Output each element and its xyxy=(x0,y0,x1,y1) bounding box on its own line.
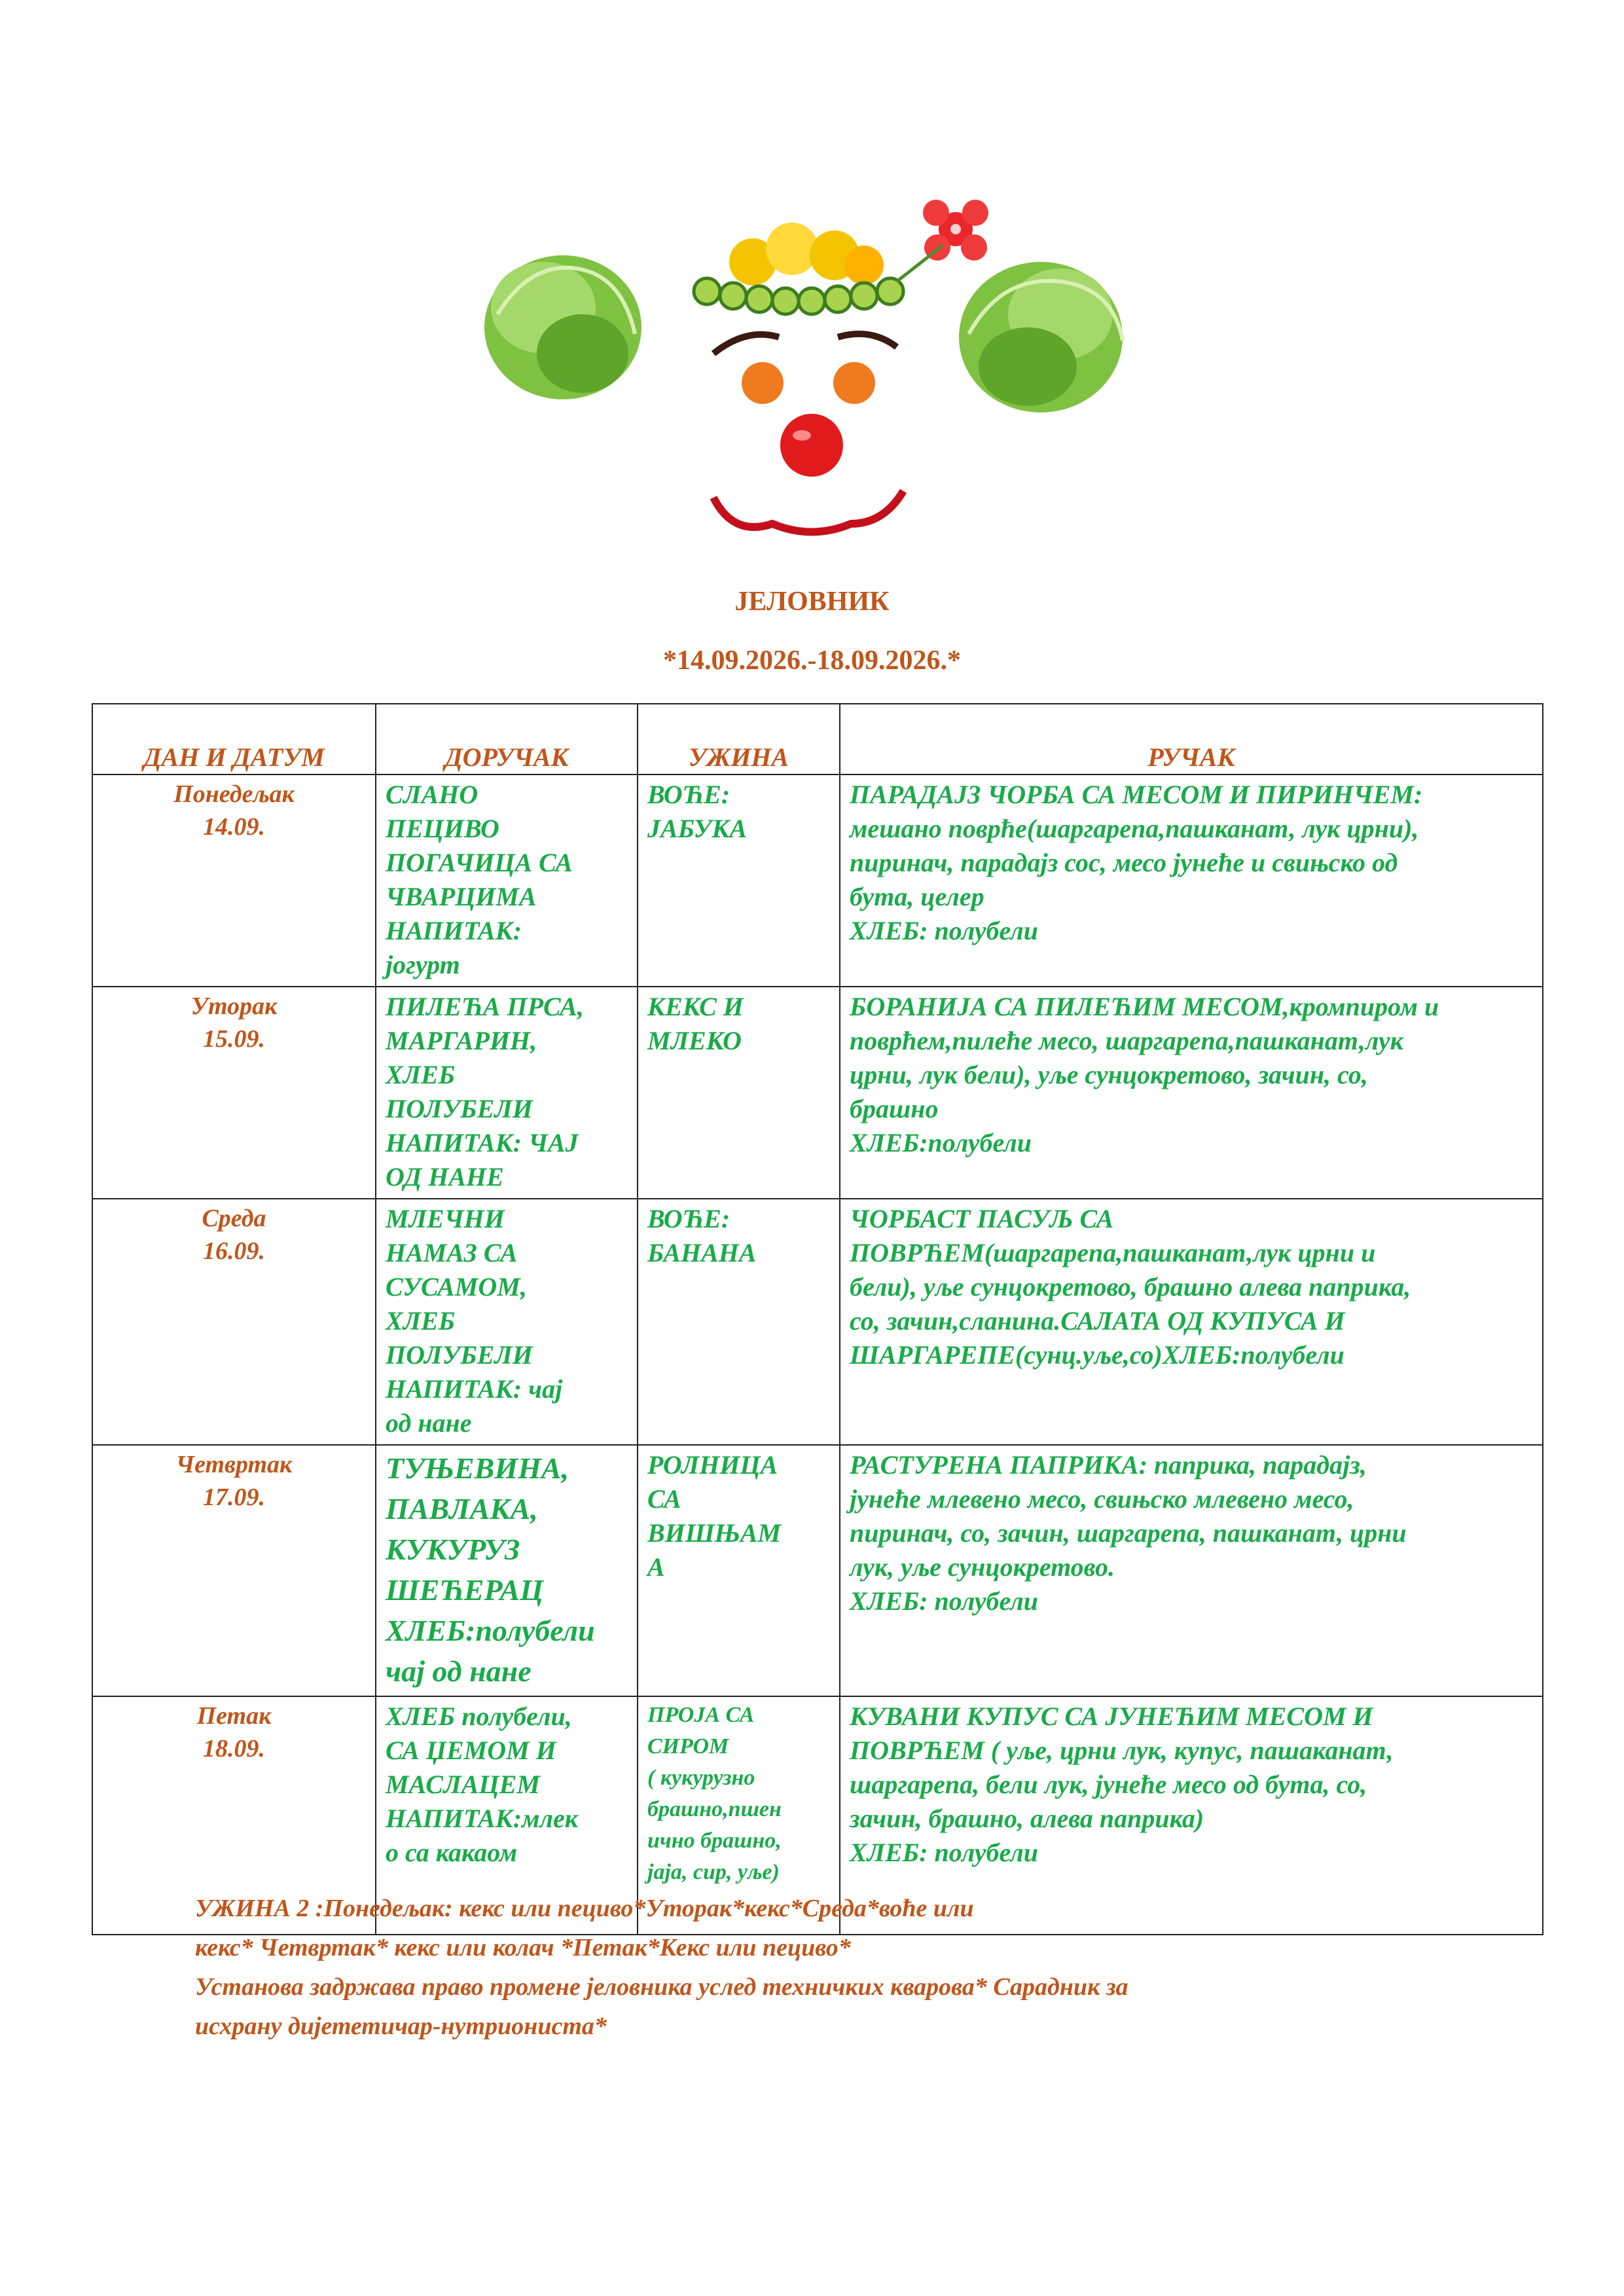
lunch-cell xyxy=(840,987,1543,1199)
page-title: ЈЕЛОВНИК xyxy=(734,587,890,617)
lettuce-left xyxy=(484,255,641,399)
eyebrow-right xyxy=(838,334,897,347)
lunch-line: црни, лук бели), уље сунцокретово, зачин, со, xyxy=(850,1060,1368,1089)
column-header-day: ДАН И ДАТУМ xyxy=(92,704,376,774)
snack-line: ПРОЈА СА xyxy=(647,1703,755,1727)
lunch-line: бели), уље сунцокретово, брашно алева паприка, xyxy=(850,1272,1411,1302)
lunch-line: со, зачин,сланина.САЛАТА ОД КУПУСА И xyxy=(850,1306,1345,1336)
breakfast-line: ПОЛУБЕЛИ xyxy=(386,1094,533,1123)
lunch-line: БОРАНИЈА СА ПИЛЕЋИМ МЕСОМ,кромпиром и xyxy=(850,992,1439,1021)
lunch-line: ХЛЕБ: полубели xyxy=(850,1838,1039,1867)
lettuce-right xyxy=(959,262,1123,412)
breakfast-line: КУКУРУЗ xyxy=(386,1533,520,1566)
day-name: Четвртак xyxy=(175,1451,293,1478)
breakfast-cell xyxy=(376,1199,638,1445)
snack-line: брашно,пшен xyxy=(647,1797,782,1821)
day-name: Понедељак xyxy=(173,780,295,808)
table-row xyxy=(92,774,1543,987)
lunch-line: јунеће млевено месо, свињско млевено месо, xyxy=(850,1484,1354,1514)
snack-cell xyxy=(638,774,840,987)
lunch-line: поврћем,пилеће месо, шаргарепа,пашканат,лук xyxy=(850,1026,1403,1055)
day-date: 17.09. xyxy=(203,1484,265,1511)
column-header-breakfast: ДОРУЧАК xyxy=(376,704,638,774)
lunch-line: ПАРАДАЈЗ ЧОРБА СА МЕСОМ И ПИРИНЧЕМ: xyxy=(850,780,1423,809)
breakfast-line: НАПИТАК: xyxy=(386,916,522,945)
lunch-line: РАСТУРЕНА ПАПРИКА: паприка, парадајз, xyxy=(850,1450,1367,1480)
breakfast-line: чај од нане xyxy=(386,1654,532,1688)
snack-line: КЕКС И xyxy=(647,992,744,1021)
breakfast-line: НАПИТАК:млек xyxy=(386,1804,579,1833)
carrot-eye-right xyxy=(833,362,875,404)
lunch-line: КУВАНИ КУПУС СА ЈУНЕЋИМ МЕСОМ И xyxy=(850,1702,1373,1731)
breakfast-line: ШЕЋЕРАЦ xyxy=(386,1573,543,1607)
footer-line: УЖИНА 2 :Понедељак: кекс или пециво*Уторак*кекс*Среда*воће или xyxy=(195,1895,974,1922)
menu-table xyxy=(92,703,1543,1935)
breakfast-line: НАМАЗ СА xyxy=(386,1238,518,1267)
snack-line: ВОЋЕ: xyxy=(647,780,731,809)
snack-cell xyxy=(638,987,840,1199)
snack-line: ( кукурузно xyxy=(647,1766,755,1790)
day-date: 15.09. xyxy=(203,1025,265,1053)
cucumber-brim xyxy=(694,278,903,314)
breakfast-line: НАПИТАК: чај xyxy=(386,1374,563,1404)
footer-notes xyxy=(195,1889,1439,2046)
column-header-snack: УЖИНА xyxy=(638,704,840,774)
table-header-row xyxy=(92,704,1543,774)
tomato-nose xyxy=(780,414,843,477)
day-date: 18.09. xyxy=(203,1735,265,1762)
lunch-line: ШАРГАРЕПЕ(сунц.уље,со)ХЛЕБ:полубели xyxy=(850,1340,1344,1370)
snack-line: СА xyxy=(647,1484,681,1514)
lunch-line: брашно xyxy=(850,1094,939,1123)
carrot-eye-left xyxy=(742,362,784,404)
breakfast-line: ПОЛУБЕЛИ xyxy=(386,1340,533,1370)
snack-line: ЈАБУКА xyxy=(647,814,748,843)
day-name: Петак xyxy=(196,1702,272,1730)
snack-line: ично брашно, xyxy=(647,1829,782,1853)
lunch-line: пиринач, парадајз сос, месо јунеће и свињско од xyxy=(850,848,1398,877)
day-date: 14.09. xyxy=(203,813,265,841)
lemon-hat xyxy=(729,223,884,285)
lunch-line: бута, целер xyxy=(850,882,984,911)
lunch-line: ПОВРЋЕМ ( уље, црни лук, купус, пашаканат, xyxy=(850,1736,1394,1765)
breakfast-line: СЛАНО xyxy=(386,780,478,809)
breakfast-line: СУСАМОМ, xyxy=(386,1272,527,1302)
breakfast-line: ХЛЕБ полубели, xyxy=(386,1702,572,1731)
day-name: Уторак xyxy=(190,993,278,1020)
breakfast-line: НАПИТАК: ЧАЈ xyxy=(386,1128,579,1157)
breakfast-line: јогурт xyxy=(386,950,460,979)
lunch-line: лук, уље сунцокретово. xyxy=(850,1552,1115,1582)
lunch-line: шаргарепа, бели лук, јунеће месо од бута, со, xyxy=(850,1770,1367,1799)
breakfast-line: ПЕЦИВО xyxy=(386,814,499,843)
footer-line: исхрану дијететичар-нутриониста* xyxy=(195,2013,607,2040)
day-cell xyxy=(92,987,376,1199)
day-cell xyxy=(92,774,376,987)
breakfast-cell xyxy=(376,1445,638,1696)
column-header-lunch: РУЧАК xyxy=(840,704,1543,774)
snack-cell xyxy=(638,1199,840,1445)
snack-line: СИРОМ xyxy=(647,1734,729,1758)
eyebrow-left xyxy=(713,335,779,354)
lunch-line: ХЛЕБ: полубели xyxy=(850,1586,1039,1616)
snack-line: ВОЋЕ: xyxy=(647,1204,731,1233)
lunch-cell xyxy=(840,1445,1543,1696)
lunch-line: ХЛЕБ: полубели xyxy=(850,916,1039,945)
strawberry-flower xyxy=(897,200,988,282)
breakfast-line: МЛЕЧНИ xyxy=(386,1204,505,1233)
breakfast-line: ПАВЛАКА, xyxy=(386,1492,538,1525)
day-name: Среда xyxy=(202,1205,266,1232)
lunch-line: зачин, брашно, алева паприка) xyxy=(850,1804,1204,1833)
day-date: 16.09. xyxy=(203,1237,265,1265)
day-cell xyxy=(92,1199,376,1445)
table-row xyxy=(92,1199,1543,1445)
date-range: *14.09.2026.-18.09.2026.* xyxy=(663,646,961,676)
ketchup-smile xyxy=(713,491,903,532)
snack-line: БАНАНА xyxy=(647,1238,757,1267)
breakfast-line: МАРГАРИН, xyxy=(386,1026,537,1055)
snack-line: РОЛНИЦА xyxy=(647,1450,778,1480)
breakfast-cell xyxy=(376,774,638,987)
snack-line: МЛЕКО xyxy=(647,1026,742,1055)
breakfast-line: ПОГАЧИЦА СА xyxy=(386,848,573,877)
breakfast-line: ПИЛЕЋА ПРСА, xyxy=(386,992,584,1021)
lunch-cell xyxy=(840,774,1543,987)
footer-line: кекс* Четвртак* кекс или колач *Петак*Кекс или пециво* xyxy=(195,1934,851,1961)
snack-line: јаја, сир, уље) xyxy=(647,1860,780,1884)
breakfast-line: ТУЊЕВИНА, xyxy=(386,1451,569,1485)
table-row xyxy=(92,987,1543,1199)
lunch-line: мешано поврће(шаргарепа,пашканат, лук црни), xyxy=(850,814,1419,843)
lunch-line: ЧОРБАСТ ПАСУЉ СА xyxy=(850,1204,1114,1233)
snack-line: ВИШЊАМ xyxy=(647,1518,782,1548)
breakfast-line: ХЛЕБ xyxy=(386,1060,456,1089)
breakfast-line: од нане xyxy=(386,1408,472,1438)
breakfast-cell xyxy=(376,987,638,1199)
breakfast-line: МАСЛАЦЕМ xyxy=(386,1770,540,1799)
lunch-line: ХЛЕБ:полубели xyxy=(850,1128,1032,1157)
breakfast-line: СА ЏЕМОМ И xyxy=(386,1736,556,1765)
lunch-cell xyxy=(840,1199,1543,1445)
breakfast-line: о са какаом xyxy=(386,1838,518,1867)
snack-cell xyxy=(638,1445,840,1696)
table-row xyxy=(92,1445,1543,1696)
lunch-line: пиринач, со, зачин, шаргарепа, пашканат, црни xyxy=(850,1518,1407,1548)
footer-line: Установа задржава право промене јеловника услед техничких кварова* Сарадник за xyxy=(195,1973,1128,2001)
breakfast-line: ХЛЕБ:полубели xyxy=(386,1614,595,1647)
breakfast-line: ЧВАРЦИМА xyxy=(386,882,537,911)
snack-line: А xyxy=(647,1552,665,1582)
day-cell xyxy=(92,1445,376,1696)
breakfast-line: ХЛЕБ xyxy=(386,1306,456,1336)
breakfast-line: ОД НАНЕ xyxy=(386,1162,504,1192)
lunch-line: ПОВРЋЕМ(шаргарепа,пашканат,лук црни и xyxy=(850,1238,1376,1267)
vegetable-clown-image xyxy=(471,183,1159,576)
